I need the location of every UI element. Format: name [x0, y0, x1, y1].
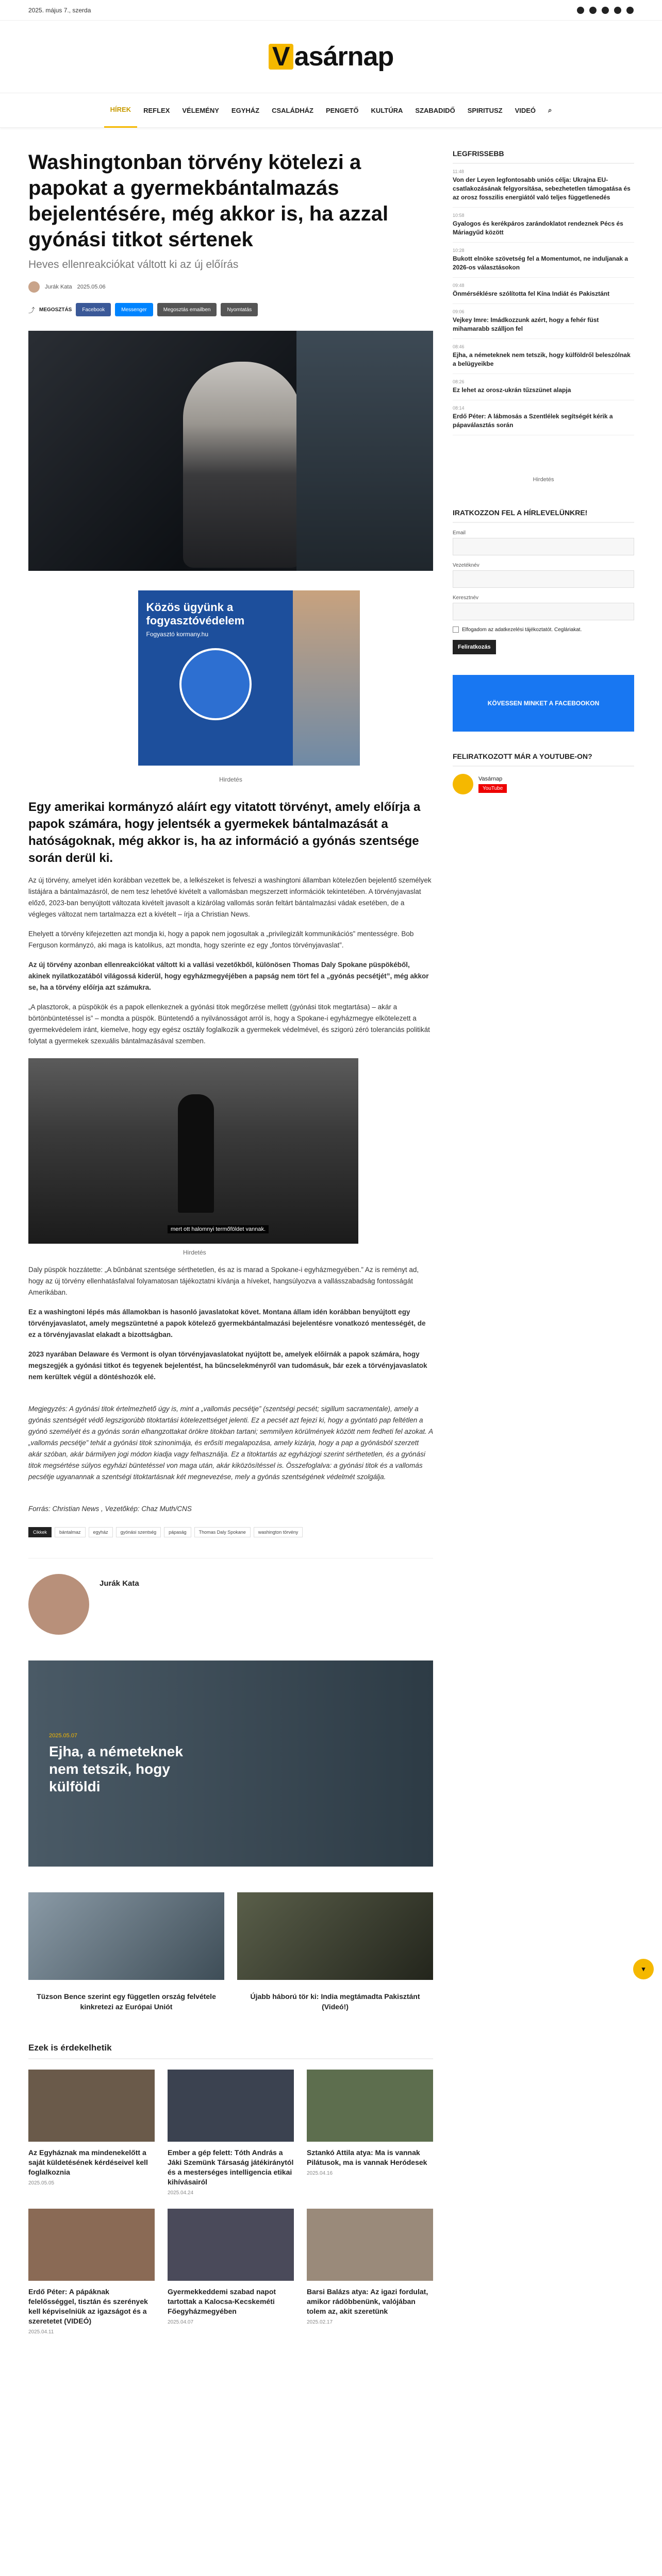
ad-subtitle: Fogyasztó kormany.hu	[146, 631, 208, 638]
nav-item-pengeto[interactable]: PENGETŐ	[325, 106, 359, 114]
news-item[interactable]	[453, 304, 634, 339]
paragraph-4: „A plasztorok, a püspökök és a papok ellenkeznek a gyónási titok megőrzése mellett (gyónási titok megtartása) – akár a börtönbüntetéssel is” – mondta a püspök. Büntetendő a nyilvánosságot arról is, hogy a Spokane-i egyházmegye elkötelezett a gyermekvédelem iránt, kiemelve, hogy egy egész osztály foglalkozik a gyermekek védelmével, és szigorú zéró toleranciás politikát folytat a gyermekek szexuális bántalmazásával szemben.	[28, 1003, 430, 1045]
nav-item-hirek[interactable]: HÍREK	[104, 93, 137, 128]
news-title[interactable]: Vejkey Imre: Imádkozzunk azért, hogy a fehér füst mihamarabb szálljon fel	[453, 316, 599, 332]
tag[interactable]: washington törvény	[254, 1527, 303, 1537]
tag[interactable]: pápaság	[164, 1527, 191, 1537]
card[interactable]	[307, 2070, 433, 2196]
facebook-icon[interactable]	[577, 7, 584, 14]
latest-heading: LEGFRISSEBB	[453, 149, 634, 164]
news-item[interactable]	[453, 339, 634, 374]
news-item[interactable]	[453, 400, 634, 435]
paragraph-1: Az új törvény, amelyet idén korábban vezettek be, a lelkészeket is felveszi a washingtoni államban kötelezően bejelentő személyek listájára a bántalmazásról, de nem tesz lehetővé kivételt a vallomásban megszerzett információk tekintetében. A törvényjavaslat előző, 2023-ban benyújtott változata kivételt javasolt a kizárólag vallomás során feltárt bántalmazási vádak esetében, de a végleges változat nem tartalmazza ezt a kivételt – írja a Christian News.	[28, 876, 432, 918]
article-meta	[28, 281, 433, 293]
author-avatar	[28, 281, 40, 293]
card-image	[28, 2209, 155, 2281]
news-time: 09:06	[453, 309, 465, 314]
card-image	[28, 2070, 155, 2142]
card[interactable]	[28, 2070, 155, 2196]
twitter-icon[interactable]	[589, 7, 597, 14]
hero-image	[28, 331, 433, 571]
search-icon[interactable]: ⌕	[548, 106, 552, 114]
lastname-field-wrap	[453, 563, 634, 588]
ad-label: Hirdetés	[219, 776, 242, 783]
article-subtitle: Heves ellenreakciókat váltott ki az új előírás	[28, 259, 239, 270]
related-image	[28, 1892, 224, 1980]
date-text: 2025. május 7., szerda	[28, 6, 91, 14]
related-item[interactable]	[28, 1892, 224, 2012]
card-title[interactable]: Erdő Péter: A pápáknak felelősséggel, tisztán és szerények kell képviselniük az igazságot és a szeretetet (VIDEÓ)	[28, 2287, 148, 2325]
email-field-wrap	[453, 530, 634, 555]
youtube-widget	[453, 774, 634, 794]
sidebar	[453, 149, 634, 794]
card[interactable]	[168, 2209, 294, 2335]
note-paragraph: Megjegyzés: A gyónási titok értelmezhető úgy is, mint a „vallomás pecsétje” (szentségi pecsét; sigillum sacramentale), amely a gyónás szentségét védő legszigorúbb titoktartási kötelezettséget jelenti. Ez a pecsét azt fejezi ki, hogy a gyóntató pap feltétlen a gyónó személyét és a gyónás során elhangzottakat örökre titokban tartani; semmilyen körülmények között nem fedheti fel azokat. A „vallomás pecsétje” tehát a gyónási titok szinonimája, és erősíti megalapozása, amely kizárja, hogy a pap a gyónásból szerzett akár szóban, akár bármilyen jogi módon kiadja vagy felhasználja. Ez a titoktartás az egyházjogi szerint sérthetetlen, és a gyónási titok megsértése súlyos egyházi büntetéssel von maga után, akár kiközösítéssel is. Összefoglalva: a gyónási titok és a vallomás pecsétje ugyanannak a szentségi titoktartásnak két megnevezése, mely a gyónás szentségének védelmét szolgálja.	[28, 1405, 433, 1481]
newsletter-heading: IRATKOZZON FEL A HÍRLEVELÜNKRE!	[453, 509, 634, 523]
tag[interactable]: egyház	[89, 1527, 113, 1537]
social-links	[577, 7, 634, 14]
email-label: Email	[453, 530, 466, 536]
rss-icon[interactable]	[626, 7, 634, 14]
related-image	[237, 1892, 433, 1980]
news-item[interactable]	[453, 278, 634, 304]
card[interactable]	[28, 2209, 155, 2335]
paragraph-6: Ez a washingtoni lépés más államokban is hasonló javaslatokat követ. Montana állam idén korábban benyújtott egy törvényjavaslatot, amely megszüntetné a papok kötelező gyermekbántalmazási bejelentésre vonatkozó mentességét, de ez a törvényjavaslat elakadt a bizottságban.	[28, 1308, 426, 1338]
ad-title: Közös ügyünk a fogyasztóvédelem	[146, 601, 245, 627]
card-image	[168, 2070, 294, 2142]
article-lead: Egy amerikai kormányzó aláírt egy vitatott törvényt, amely előírja a papok számára, hogy jelentsék a gyermekek bántalmazását a hatóságoknak, még akkor is, ha az információ a gyónás szentsége során derül ki.	[28, 800, 421, 865]
nav-item-szabadido[interactable]: SZABADIDŐ	[415, 106, 455, 114]
news-time: 11:48	[453, 169, 464, 174]
paragraph-3: Az új törvény azonban ellenreakciókat váltott ki a vallási vezetőkből, különösen Thomas Daly Spokane püspökéből, akinek nyilatkozatából világossá kiderül, hogy egyházmegyéjében a papság nem tört fel a „gyónás pecsétjét”, még akkor se, ha a törvény előírja azt számukra.	[28, 961, 429, 991]
facebook-share-button[interactable]: Facebook	[76, 303, 111, 316]
instagram-icon[interactable]	[614, 7, 621, 14]
more-grid	[28, 2070, 433, 2335]
news-title[interactable]: Önmérséklésre szólította fel Kína Indiát és Pakisztánt	[453, 290, 610, 297]
chevron-down-icon[interactable]: ▾	[633, 1959, 654, 1979]
nav-item-csaladhaz[interactable]: CSALÁDHÁZ	[272, 106, 313, 114]
news-title[interactable]: Erdő Péter: A lábmosás a Szentlélek segítségét kérik a pápaválasztás során	[453, 413, 613, 429]
card-title[interactable]: Barsi Balázs atya: Az igazi fordulat, amikor rádöbbenünk, valójában tolem az, akit szeretünk	[307, 2287, 428, 2315]
news-title[interactable]: Gyalogos és kerékpáros zarándoklatot rendeznek Pécs és Máriagyűd között	[453, 220, 623, 236]
author-box-avatar[interactable]	[28, 1574, 89, 1635]
firstname-input[interactable]	[453, 603, 634, 620]
author-name[interactable]: Jurák Kata	[45, 284, 72, 290]
site-logo[interactable]	[269, 41, 393, 72]
consent-text: Elfogadom az adatkezelési tájékoztatót. Cegláriakat.	[462, 626, 582, 633]
card-title[interactable]: Sztankó Attila atya: Ma is vannak Pilátusok, ma is vannak Heródesek	[307, 2148, 427, 2166]
related-posts	[28, 1892, 433, 2012]
card-title[interactable]: Az Egyháznak ma mindenekelőtt a saját küldetésének kérdéseivel kell foglalkoznia	[28, 2148, 148, 2176]
article-column	[28, 149, 433, 2335]
news-title[interactable]: Ejha, a németeknek nem tetszik, hogy külföldről beleszólnak a belügyeikbe	[453, 351, 631, 367]
main-nav	[0, 93, 662, 128]
related-title[interactable]: Tüzson Bence szerint egy független ország felvétele kinkretezi az Európai Uniót	[37, 1992, 216, 2011]
email-input[interactable]	[453, 538, 634, 555]
news-item[interactable]	[453, 374, 634, 400]
consent-row	[453, 626, 634, 633]
lastname-input[interactable]	[453, 570, 634, 588]
card-date: 2025.04.24	[168, 2190, 194, 2196]
news-title[interactable]: Von der Leyen legfontosabb uniós célja: Ukrajna EU-csatlakozásának felgyorsítása, sebezhetetlen támogatása és az orosz fosszilis energiától való teljes függetlenedés	[453, 176, 631, 201]
news-time: 08:26	[453, 379, 465, 384]
card[interactable]	[307, 2209, 433, 2335]
news-item[interactable]	[453, 164, 634, 208]
firstname-label: Keresztnév	[453, 595, 479, 601]
article-title: Washingtonban törvény kötelezi a papokat a gyermekbántalmazás bejelentésére, még akkor is, ha azzal gyónási titkot sértenek	[28, 151, 389, 251]
featured-slider[interactable]	[28, 1660, 433, 1867]
slider-title: Ejha, a németeknek nem tetszik, hogy külföldi	[49, 1743, 183, 1794]
news-time: 08:14	[453, 405, 465, 411]
author-box-name[interactable]: Jurák Kata	[100, 1579, 139, 1588]
news-title[interactable]: Bukott elnöke szövetség fel a Momentumot, ne induljanak a 2026-os választásokon	[453, 255, 628, 271]
nav-item-kultura[interactable]: KULTÚRA	[371, 106, 403, 114]
more-heading: Ezek is érdekelhetik	[28, 2043, 433, 2059]
firstname-field-wrap	[453, 595, 634, 620]
youtube-subscribe-button[interactable]: YouTube	[478, 784, 507, 793]
card-title[interactable]: Gyermekkeddemi szabad napot tartottak a Kalocsa-Kecskeméti Főegyházmegyében	[168, 2287, 276, 2315]
ad-banner[interactable]	[102, 585, 360, 771]
author-box	[28, 1558, 433, 1635]
related-item[interactable]	[237, 1892, 433, 2012]
channel-name: Vasárnap	[478, 775, 503, 782]
card-image	[168, 2209, 294, 2281]
image-ad-label: Hirdetés	[183, 1249, 206, 1256]
ad-panel	[138, 590, 293, 766]
logo-text: asárnap	[294, 42, 394, 72]
nav-item-egyhaz[interactable]: EGYHÁZ	[231, 106, 260, 114]
tag[interactable]: gyónási szentség	[116, 1527, 161, 1537]
card-title[interactable]: Ember a gép felett: Tóth András a Jáki Szemünk Társaság játékiránytól és a mesterséges intelligencia etikai kihívásairól	[168, 2148, 294, 2186]
sidebar-ad-label: Hirdetés	[533, 477, 554, 483]
news-title[interactable]: Ez lehet az orosz-ukrán tűzszünet alapja	[453, 386, 571, 394]
nav-item-video[interactable]: VIDEÓ	[515, 106, 536, 114]
tag[interactable]: Cikkek	[28, 1527, 52, 1537]
tag[interactable]: bántalmaz	[55, 1527, 86, 1537]
consent-checkbox[interactable]	[453, 626, 459, 633]
news-time: 08:46	[453, 344, 465, 349]
slider-date: 2025.05.07	[49, 1733, 78, 1739]
share-bar	[28, 303, 433, 316]
print-button[interactable]: Nyomtatás	[221, 303, 258, 316]
share-icon: ⤴	[28, 306, 36, 314]
news-time: 09:48	[453, 283, 465, 288]
messenger-share-button[interactable]: Messenger	[115, 303, 153, 316]
card-date: 2025.04.07	[168, 2319, 194, 2325]
youtube-icon[interactable]	[602, 7, 609, 14]
nav-item-velemeny[interactable]: VÉLEMÉNY	[182, 106, 219, 114]
news-time: 10:28	[453, 248, 465, 253]
tag[interactable]: Thomas Daly Spokane	[194, 1527, 251, 1537]
email-share-button[interactable]: Megosztás emailben	[157, 303, 217, 316]
facebook-follow-box[interactable]: KÖVESSEN MINKET A FACEBOOKON	[453, 675, 634, 732]
source-line: Forrás: Christian News , Vezetőkép: Chaz Muth/CNS	[28, 1505, 192, 1513]
nav-item-spiritusz[interactable]: SPIRITUSZ	[467, 106, 503, 114]
youtube-heading: FELIRATKOZOTT MÁR A YOUTUBE-ON?	[453, 752, 634, 767]
image-caption: mert ott halomnyi termőföldet vannak.	[168, 1225, 269, 1233]
card-date: 2025.04.16	[307, 2171, 333, 2176]
card-date: 2025.02.17	[307, 2319, 333, 2325]
card-image	[307, 2070, 433, 2142]
related-title[interactable]: Újabb háború tör ki: India megtámadta Pakisztánt (Videó!)	[250, 1992, 420, 2011]
card-date: 2025.04.11	[28, 2329, 54, 2335]
paragraph-7: 2023 nyarában Delaware és Vermont is olyan törvényjavaslatokat nyújtott be, amelyek előírnák a papok számára, hogy megszegjék a gyónási titkot és tegyenek bejelentést, ha bűncselekményről van tudomásuk, bár ezek a törvényjavaslatok nem kerültek végül a döntéshozók elé.	[28, 1350, 427, 1381]
share-label: MEGOSZTÁS	[39, 307, 72, 313]
subscribe-button[interactable]: Feliratkozás	[453, 640, 496, 654]
tag-list	[28, 1527, 433, 1537]
nav-item-reflex[interactable]: REFLEX	[143, 106, 170, 114]
video-ad-image[interactable]	[28, 1058, 358, 1244]
news-item[interactable]	[453, 243, 634, 278]
logo-area	[0, 21, 662, 93]
card-date: 2025.05.05	[28, 2180, 55, 2186]
logo-mark: V	[269, 44, 293, 70]
card[interactable]	[168, 2070, 294, 2196]
paragraph-2: Ehelyett a törvény kifejezetten azt mondja ki, hogy a papok nem jogosultak a „privilegizált kommunikációs” mentességre. Bob Ferguson kormányzó, aki maga is katolikus, azt mondta, hogy szerinte ez egy „fontos törvényjavaslat”.	[28, 930, 414, 949]
card-image	[307, 2209, 433, 2281]
paragraph-5: Daly püspök hozzátette: „A bűnbánat szentsége sérthetetlen, és az is marad a Spokane-i egyházmegyében.” Az is reményt ad, hogy az új törvény ellenhatásfalval folyamatosan tájékoztatni kívánja a híveket, hangsúlyozva a vallásszabadság fontosságát Amerikában.	[28, 1266, 419, 1296]
news-time: 10:58	[453, 213, 465, 218]
channel-avatar	[453, 774, 473, 794]
publish-date: 2025.05.06	[77, 284, 106, 290]
top-bar	[0, 0, 662, 21]
lastname-label: Vezetéknév	[453, 563, 479, 568]
news-item[interactable]	[453, 208, 634, 243]
